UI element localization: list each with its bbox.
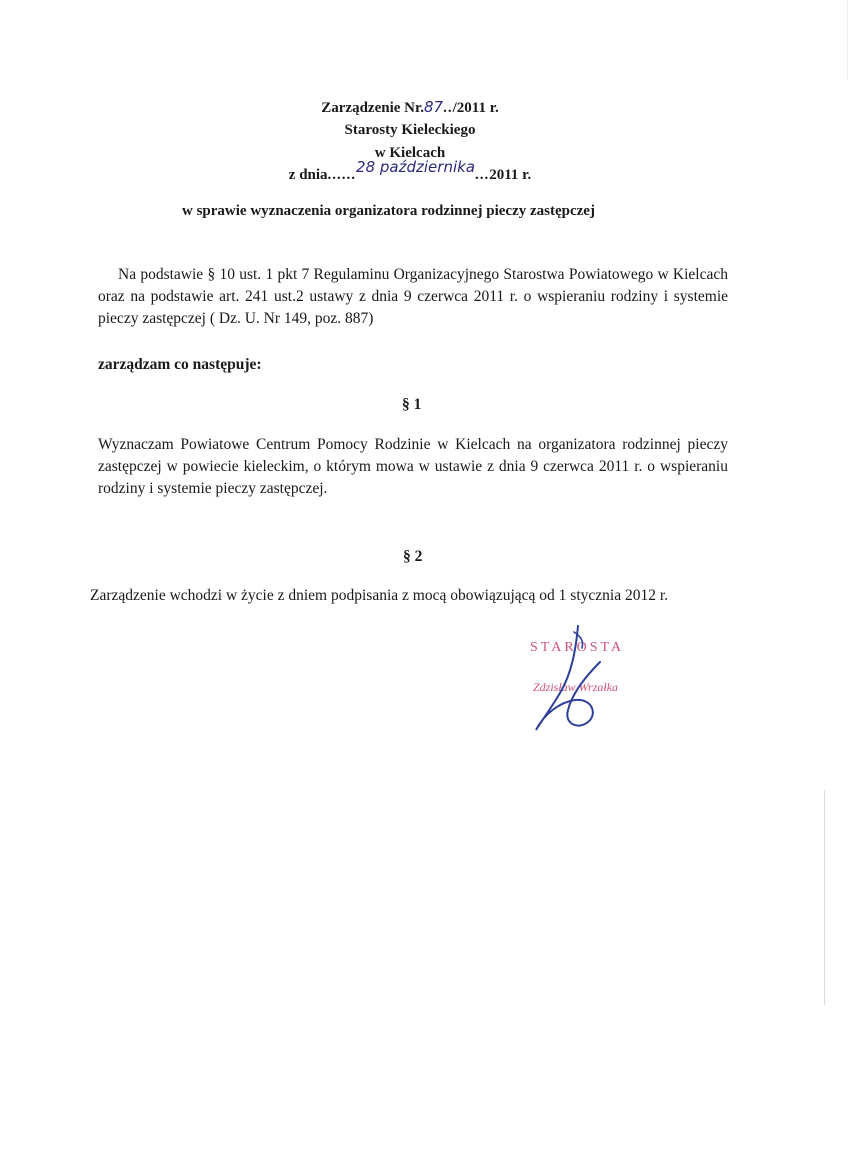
title-prefix: Zarządzenie Nr.: [321, 100, 425, 116]
title-line: [0, 97, 820, 119]
date-prefix: z dnia: [288, 167, 328, 183]
signature-mark: [520, 618, 620, 738]
section-1-heading: § 1: [402, 396, 422, 413]
section-1-text: Wyznaczam Powiatowe Centrum Pomocy Rodzinie w Kielcach na organizatora rodzinnej pieczy zastępczej w powiecie kieleckim, o którym mowa w ustawie z dnia 9 czerwca 2011 r. o wspieraniu rodziny i systemie pieczy zastępczej.: [98, 436, 728, 497]
section-2-text: Zarządzenie wchodzi w życie z dniem podpisania z mocą obowiązującą od 1 stycznia 2012 r.: [90, 587, 669, 604]
date-dots-right: ...: [475, 167, 490, 183]
decree-line: zarządzam co następuje:: [98, 356, 262, 373]
date-dots-left: ......: [327, 167, 357, 183]
handwritten-number: 87: [424, 98, 444, 116]
stamp-name: Zdzisław Wrzałka: [533, 680, 619, 694]
subject-line: w sprawie wyznaczenia organizatora rodzinnej pieczy zastępczej: [182, 203, 595, 219]
preamble-paragraph: Na podstawie § 10 ust. 1 pkt 7 Regulaminu Organizacyjnego Starostwa Powiatowego w Kielcach oraz na podstawie art. 241 ust.2 ustawy z dnia 9 czerwca 2011 r. o wspieraniu rodziny i systemie pieczy zastępczej ( Dz. U. Nr 149, poz. 887): [98, 266, 728, 327]
handwritten-date: 28 października: [356, 158, 475, 176]
title-dots: ..: [443, 100, 453, 116]
title-suffix: /2011 r.: [452, 100, 499, 116]
location-line: w Kielcach: [374, 145, 446, 161]
date-suffix: 2011 r.: [489, 167, 532, 183]
stamp-title: STAROSTA: [530, 640, 625, 655]
scan-edge-top: [847, 0, 848, 80]
scan-edge-line: [824, 790, 825, 1005]
date-line: [0, 158, 820, 186]
section-2-heading: § 2: [403, 548, 423, 565]
issuer-line: Starosty Kieleckiego: [344, 122, 476, 138]
